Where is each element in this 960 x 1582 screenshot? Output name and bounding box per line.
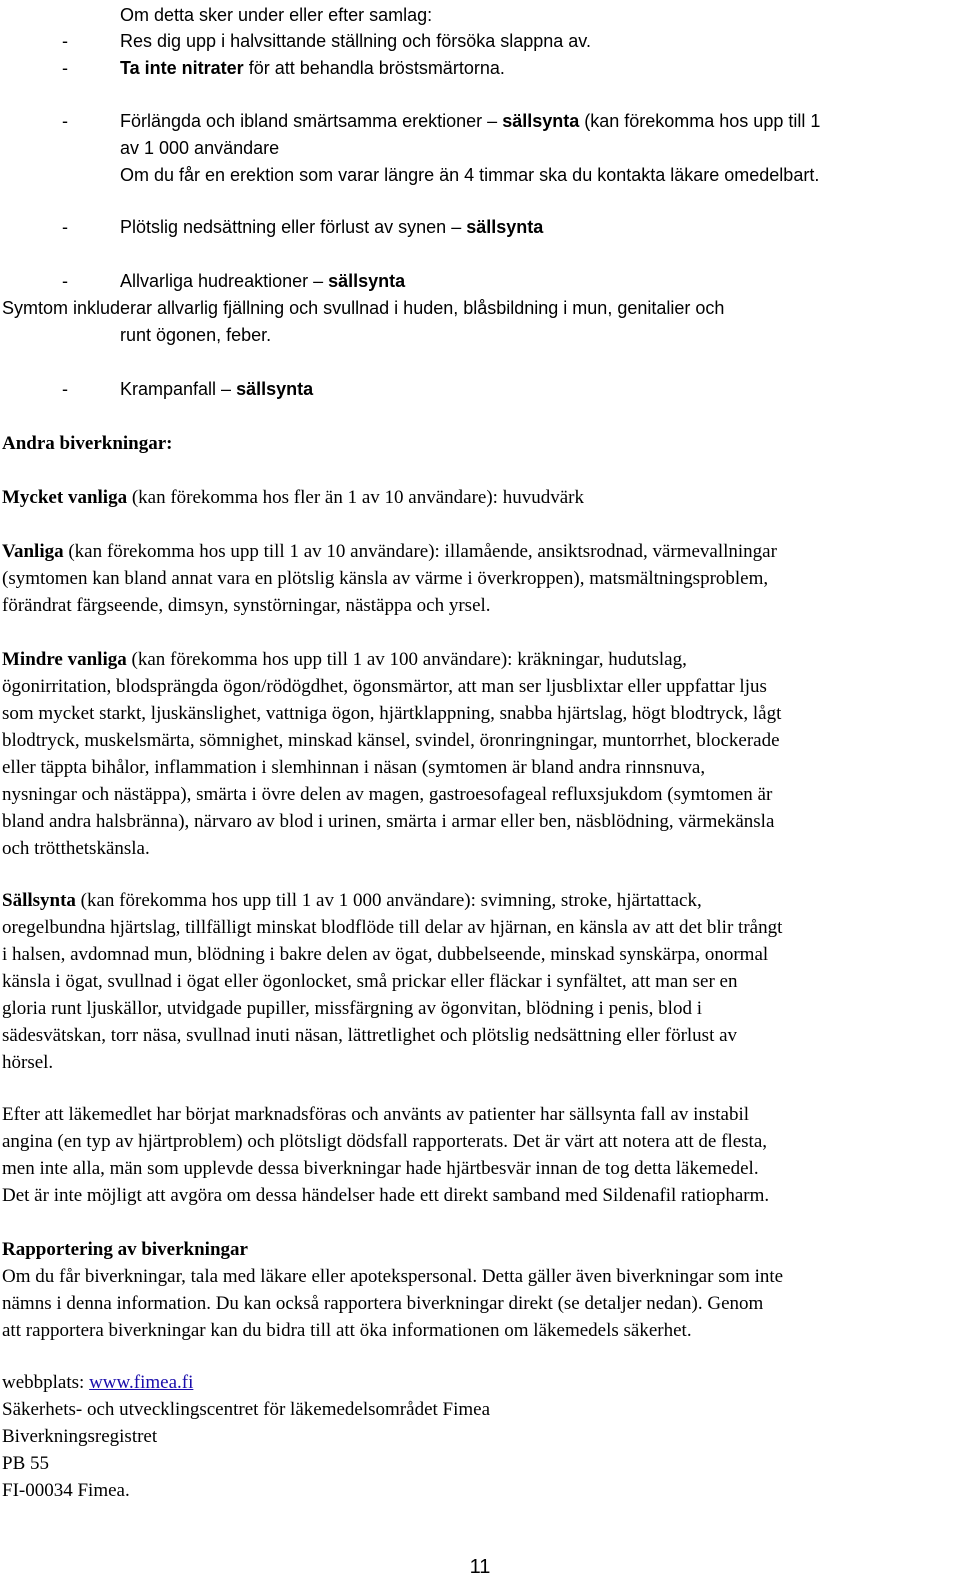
separator: – xyxy=(216,379,237,399)
paragraph-line: ögonirritation, blodsprängda ögon/rödögdhet, ögonsmärtor, att man ser ljusblixtar eller uppfattar ljus xyxy=(2,676,767,697)
uncommon-paragraph xyxy=(2,650,687,669)
frequency-label: sällsynta xyxy=(328,271,406,291)
paragraph-line: känsla i ögat, svullnad i ögat eller ögonlocket, små prickar eller fläckar i synfältet, att man ser en xyxy=(2,971,738,992)
frequency-term: Mycket vanliga xyxy=(2,487,128,508)
postmarket-line: angina (en typ av hjärtproblem) och plötsligt dödsfall rapporterats. Det är värt att notera att de flesta, xyxy=(2,1131,768,1152)
postmarket-line: men inte alla, män som upplevde dessa biverkningar hade hjärtbesvär innan de tog detta läkemedel. xyxy=(2,1158,759,1179)
paragraph-line: oregelbundna hjärtslag, tillfälligt minskat blodflöde till delar av hjärnan, en känsla av att det blir trångt xyxy=(2,917,783,938)
contact-line: Säkerhets- och utvecklingscentret för läkemedelsområdet Fimea xyxy=(2,1399,491,1420)
effect-tail: (kan förekomma hos upp till 1 xyxy=(579,111,821,131)
list-dash: - xyxy=(62,217,68,237)
skin-symptoms-line1: Symtom inkluderar allvarlig fjällning och svullnad i huden, blåsbildning i mun, genitalier och xyxy=(2,298,725,318)
separator: – xyxy=(446,217,467,237)
intro-item-text: Res dig upp i halvsittande ställning och försöka slappna av. xyxy=(120,31,591,51)
paragraph-line: förändrat färgseende, dimsyn, synstörningar, nästäppa och yrsel. xyxy=(2,595,491,616)
paragraph-text: (kan förekomma hos upp till 1 av 1 000 användare): svimning, stroke, hjärtattack, xyxy=(75,890,702,911)
frequency-label: sällsynta xyxy=(236,379,314,399)
contact-line: FI-00034 Fimea. xyxy=(2,1480,130,1501)
reporting-line: nämns i denna information. Du kan också rapportera biverkningar direkt (se detaljer nedan). Genom xyxy=(2,1293,764,1314)
effect-note: Om du får en erektion som varar längre än 4 timmar ska du kontakta läkare omedelbart. xyxy=(120,165,820,185)
paragraph-line: gloria runt ljuskällor, utvidgade pupiller, missfärgning av ögonvitan, blödning i penis, blod i xyxy=(2,998,702,1019)
contact-line: Biverkningsregistret xyxy=(2,1426,158,1447)
paragraph-line: nysningar och nästäppa), smärta i övre delen av magen, gastroesofageal refluxsjukdom (symtomen är xyxy=(2,784,773,805)
paragraph-line: blodtryck, muskelsmärta, sömnighet, minskad känsel, svindel, öronringningar, muntorrhet, blockerade xyxy=(2,730,780,751)
list-item-erections xyxy=(62,111,821,131)
fimea-website-link[interactable]: www.fimea.fi xyxy=(89,1372,194,1393)
section-heading-reporting: Rapportering av biverkningar xyxy=(2,1239,248,1260)
list-dash: - xyxy=(62,271,68,291)
page-number: 11 xyxy=(469,1556,491,1578)
paragraph-line: i halsen, avdomnad mun, blödning i bakre delen av ögat, dubbelseende, minskad synskärpa, onormal xyxy=(2,944,769,965)
postmarket-line: Det är inte möjligt att avgöra om dessa händelser hade ett direkt samband med Sildenafil ratiopharm. xyxy=(2,1185,770,1206)
frequency-term: Mindre vanliga xyxy=(2,649,127,670)
intro-item-text: för att behandla bröstsmärtorna. xyxy=(243,58,505,78)
reporting-line: att rapportera biverkningar kan du bidra till att öka informationen om läkemedels säkerhet. xyxy=(2,1320,692,1341)
common-paragraph xyxy=(2,542,777,561)
list-dash: - xyxy=(62,111,68,131)
effect-label: Plötslig nedsättning eller förlust av synen xyxy=(120,217,447,237)
paragraph-line: hörsel. xyxy=(2,1052,54,1073)
intro-item xyxy=(62,32,922,50)
paragraph-line: eller täppta bihålor, inflammation i slemhinnan i näsan (symtomen är bland andra rinnsnuva, xyxy=(2,757,706,778)
list-item-skin-reactions xyxy=(62,271,406,291)
list-item-vision-loss xyxy=(62,217,544,237)
paragraph-line: (symtomen kan bland annat vara en plötslig känsla av värme i överkroppen), matsmältningsproblem, xyxy=(2,568,769,589)
paragraph-text: (kan förekomma hos upp till 1 av 10 användare): illamående, ansiktsrodnad, värmevallningar xyxy=(63,541,777,562)
reporting-line: Om du får biverkningar, tala med läkare eller apotekspersonal. Detta gäller även biverkningar som inte xyxy=(2,1266,784,1287)
rare-paragraph xyxy=(2,891,702,910)
frequency-label: sällsynta xyxy=(502,111,580,131)
very-common-paragraph xyxy=(2,488,584,507)
website-line xyxy=(2,1373,193,1392)
frequency-term: Vanliga xyxy=(2,541,64,562)
no-nitrates-warning: Ta inte nitrater xyxy=(120,58,244,78)
paragraph-line: som mycket starkt, ljuskänslighet, vattniga ögon, hjärtklappning, snabba hjärtslag, högt blodtryck, lågt xyxy=(2,703,782,724)
effect-label: Allvarliga hudreaktioner xyxy=(120,271,309,291)
paragraph-text: (kan förekomma hos upp till 1 av 100 användare): kräkningar, hudutslag, xyxy=(126,649,687,670)
website-label: webbplats: xyxy=(2,1372,90,1393)
effect-line2: av 1 000 användare xyxy=(120,138,280,158)
paragraph-line: bland andra halsbränna), närvaro av blod i urinen, smärta i armar eller ben, näsblödning, värmekänsla xyxy=(2,811,775,832)
paragraph-line: sädesvätskan, torr näsa, svullnad inuti näsan, lättretlighet och plötslig nedsättning eller förlust av xyxy=(2,1025,738,1046)
separator: – xyxy=(308,271,329,291)
list-item-seizures xyxy=(62,379,314,399)
separator: – xyxy=(482,111,503,131)
skin-symptoms-line2: runt ögonen, feber. xyxy=(120,325,272,345)
postmarket-line: Efter att läkemedlet har börjat marknadsföras och använts av patienter har sällsynta fall av instabil xyxy=(2,1104,750,1125)
intro-item xyxy=(62,59,922,77)
frequency-term: Sällsynta xyxy=(2,890,76,911)
effect-label: Krampanfall xyxy=(120,379,217,399)
list-dash: - xyxy=(62,58,68,78)
paragraph-text: (kan förekomma hos fler än 1 av 10 användare): huvudvärk xyxy=(127,487,584,508)
list-dash: - xyxy=(62,31,68,51)
contact-line: PB 55 xyxy=(2,1453,49,1474)
frequency-label: sällsynta xyxy=(466,217,544,237)
section-heading-other: Andra biverkningar: xyxy=(2,433,173,454)
intro-heading: Om detta sker under eller efter samlag: xyxy=(120,5,433,25)
effect-label: Förlängda och ibland smärtsamma erektioner xyxy=(120,111,483,131)
list-dash: - xyxy=(62,379,68,399)
paragraph-line: och trötthetskänsla. xyxy=(2,838,150,859)
